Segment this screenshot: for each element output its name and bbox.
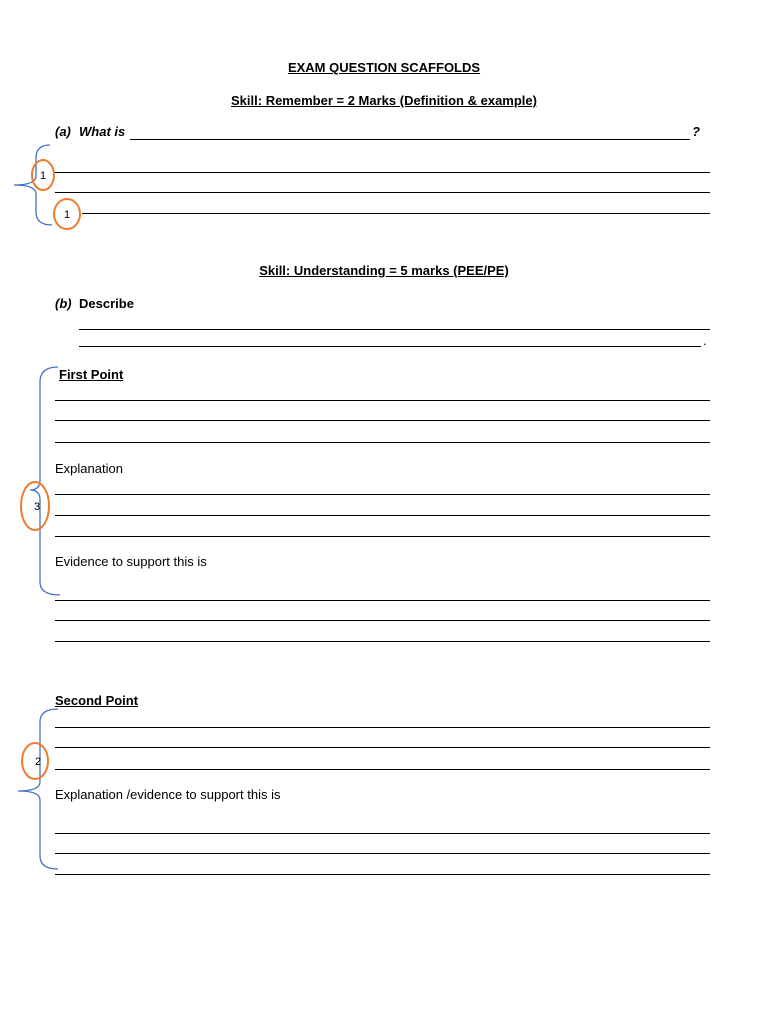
answer-line[interactable] [55,833,710,834]
question-a-prompt: What is [79,124,126,139]
answer-line[interactable] [79,329,710,330]
question-b-end-mark: . [703,333,707,348]
question-a-end-mark: ? [692,124,700,139]
answer-line[interactable] [55,641,710,642]
skill-understanding-heading: Skill: Understanding = 5 marks (PEE/PE) [259,263,509,278]
question-b-prompt: Describe [79,296,134,311]
answer-line[interactable] [82,213,710,214]
second-point-explanation-label: Explanation /evidence to support this is [55,787,281,802]
mark-circle-a1 [32,160,54,190]
skill-remember-heading: Skill: Remember = 2 Marks (Definition & example) [231,93,537,108]
first-point-heading: First Point [59,367,124,382]
answer-line[interactable] [55,515,710,516]
question-a-label: (a) [55,124,71,139]
bracket-a [14,145,52,225]
answer-line[interactable] [55,620,710,621]
answer-line[interactable] [55,769,710,770]
first-point-explanation-label: Explanation [55,461,123,476]
page-title: EXAM QUESTION SCAFFOLDS [287,60,481,75]
mark-a1-text: 1 [39,170,47,182]
mark-a2-text: 1 [63,209,71,221]
answer-line[interactable] [55,420,710,421]
answer-line[interactable] [55,494,710,495]
answer-line[interactable] [55,400,710,401]
mark-second-point-text: 2 [34,756,42,768]
answer-line[interactable] [55,192,710,193]
answer-line[interactable] [55,727,710,728]
answer-line[interactable] [130,139,690,140]
first-point-evidence-label: Evidence to support this is [55,554,207,569]
answer-line[interactable] [55,600,710,601]
question-b-label: (b) [55,296,72,311]
mark-circle-second-point [22,743,48,779]
answer-line[interactable] [79,346,701,347]
answer-line[interactable] [55,536,710,537]
mark-circle-a2 [54,199,80,229]
answer-line[interactable] [55,442,710,443]
mark-circle-first-point [21,482,49,530]
answer-line[interactable] [55,853,710,854]
mark-first-point-text: 3 [33,501,41,513]
second-point-heading: Second Point [55,693,139,708]
answer-line[interactable] [55,874,710,875]
answer-line[interactable] [55,172,710,173]
bracket-second-point [18,709,58,869]
answer-line[interactable] [55,747,710,748]
